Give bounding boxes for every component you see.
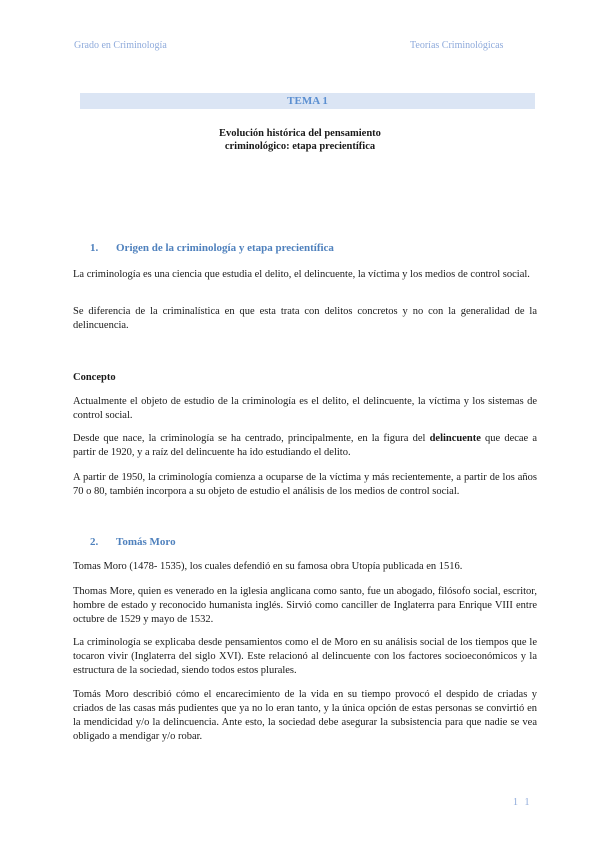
section-2-heading (90, 536, 176, 548)
document-title: Evolución histórica del pensamiento criminológico: etapa precientífica (219, 128, 381, 152)
paragraph: La criminología se explicaba desde pensamientos como el de Moro en su análisis social de los tiempos que le tocaron vivir (Inglaterra del siglo XVI). Este relacionó al delincuente con los factores socioeconómicos y la estructura de la sociedad, siendo todos estos plurales. (73, 637, 537, 676)
page-number: 1 1 (513, 797, 532, 808)
paragraph: Tomas Moro (1478- 1535), los cuales defendió en su famosa obra Utopía publicada en 1516. (73, 561, 463, 572)
paragraph: Se diferencia de la criminalística en que esta trata con delitos concretos y no con la generalidad de la delincuencia. (73, 306, 537, 331)
paragraph-with-emphasis (73, 432, 537, 460)
header-course: Grado en Criminología (74, 40, 167, 51)
concepto-heading: Concepto (73, 372, 116, 383)
section-1-number: 1. (90, 242, 99, 254)
paragraph: A partir de 1950, la criminología comienza a ocuparse de la víctima y más recientemente, a partir de los años 70 o 80, también incorpora a su objeto de estudio el análisis de los medios de control social. (73, 472, 537, 497)
section-1-heading (90, 242, 334, 254)
text-run: que decae a partir de 1920, y a raíz del delincuente ha ido estudiando el delito. (73, 433, 537, 458)
paragraph: Tomás Moro describió cómo el encarecimiento de la vida en su tiempo provocó el despido de criadas y criados de las casas más pudientes que ya no lo eran tanto, y la única opción de estas personas se convirtió en la mendicidad y/o la delincuencia. Ante esto, la sociedad debe asegurar la subsistencia para que nadie se vea obligado a mendigar y/o robar. (73, 689, 537, 742)
tema-heading: TEMA 1 (80, 93, 535, 109)
text-run: Desde que nace, la criminología se ha centrado, principalmente, en la figura del (73, 433, 430, 444)
paragraph: Thomas More, quien es venerado en la iglesia anglicana como santo, fue un abogado, filósofo social, escritor, hombre de estado y reconocido humanista inglés. Sirvió como canciller de Inglaterra para Enrique VIII entre octubre de 1529 y mayo de 1532. (73, 586, 537, 625)
header-subject: Teorías Criminológicas (410, 40, 504, 51)
section-2-number: 2. (90, 536, 99, 548)
paragraph: La criminología es una ciencia que estudia el delito, el delincuente, la víctima y los medios de control social. (73, 269, 530, 280)
emphasis-delincuente: delincuente (429, 433, 481, 444)
section-2-title: Tomás Moro (116, 536, 176, 548)
paragraph: Actualmente el objeto de estudio de la criminología es el delito, el delincuente, la víctima y los sistemas de control social. (73, 396, 537, 421)
section-1-title: Origen de la criminología y etapa precientífica (116, 242, 334, 254)
